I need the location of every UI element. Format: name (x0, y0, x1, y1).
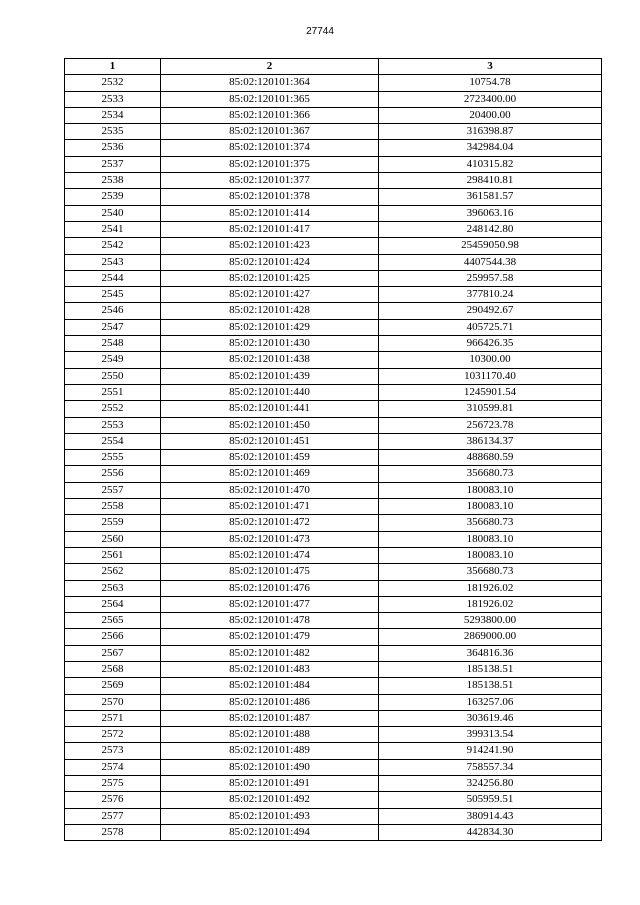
value-cell: 356680.73 (379, 466, 602, 482)
table-row (65, 678, 602, 694)
cadastral-number-cell: 85:02:120101:365 (161, 91, 379, 107)
cadastral-number-cell: 85:02:120101:425 (161, 270, 379, 286)
table-row (65, 75, 602, 91)
row-number-cell: 2547 (65, 319, 161, 335)
cadastral-number-cell: 85:02:120101:441 (161, 401, 379, 417)
cadastral-number-cell: 85:02:120101:483 (161, 661, 379, 677)
table-row (65, 531, 602, 547)
row-number-cell: 2552 (65, 401, 161, 417)
row-number-cell: 2542 (65, 238, 161, 254)
table-row (65, 596, 602, 612)
cadastral-number-cell: 85:02:120101:438 (161, 352, 379, 368)
table-row (65, 384, 602, 400)
cadastral-number-cell: 85:02:120101:479 (161, 629, 379, 645)
row-number-cell: 2555 (65, 450, 161, 466)
table-row (65, 661, 602, 677)
row-number-cell: 2566 (65, 629, 161, 645)
header-row (65, 59, 602, 75)
table-row (65, 189, 602, 205)
value-cell: 185138.51 (379, 661, 602, 677)
cadastral-number-cell: 85:02:120101:375 (161, 156, 379, 172)
cadastral-number-cell: 85:02:120101:478 (161, 613, 379, 629)
row-number-cell: 2560 (65, 531, 161, 547)
row-number-cell: 2563 (65, 580, 161, 596)
table-row (65, 694, 602, 710)
row-number-cell: 2536 (65, 140, 161, 156)
table-row (65, 124, 602, 140)
row-number-cell: 2535 (65, 124, 161, 140)
row-number-cell: 2571 (65, 710, 161, 726)
row-number-cell: 2551 (65, 384, 161, 400)
table-row (65, 743, 602, 759)
table-row (65, 580, 602, 596)
cadastral-number-cell: 85:02:120101:469 (161, 466, 379, 482)
cadastral-number-cell: 85:02:120101:423 (161, 238, 379, 254)
header-col-2: 2 (161, 59, 379, 75)
value-cell: 5293800.00 (379, 613, 602, 629)
row-number-cell: 2562 (65, 564, 161, 580)
cadastral-number-cell: 85:02:120101:472 (161, 515, 379, 531)
value-cell: 405725.71 (379, 319, 602, 335)
value-cell: 185138.51 (379, 678, 602, 694)
table-row (65, 792, 602, 808)
row-number-cell: 2538 (65, 173, 161, 189)
value-cell: 181926.02 (379, 596, 602, 612)
cadastral-number-cell: 85:02:120101:414 (161, 205, 379, 221)
table-row (65, 808, 602, 824)
value-cell: 386134.37 (379, 433, 602, 449)
cadastral-number-cell: 85:02:120101:482 (161, 645, 379, 661)
value-cell: 2723400.00 (379, 91, 602, 107)
cadastral-number-cell: 85:02:120101:494 (161, 824, 379, 840)
value-cell: 399313.54 (379, 727, 602, 743)
row-number-cell: 2567 (65, 645, 161, 661)
value-cell: 4407544.38 (379, 254, 602, 270)
value-cell: 10300.00 (379, 352, 602, 368)
value-cell: 488680.59 (379, 450, 602, 466)
cadastral-number-cell: 85:02:120101:427 (161, 287, 379, 303)
cadastral-number-cell: 85:02:120101:476 (161, 580, 379, 596)
value-cell: 303619.46 (379, 710, 602, 726)
value-cell: 442834.30 (379, 824, 602, 840)
value-cell: 10754.78 (379, 75, 602, 91)
table-row (65, 319, 602, 335)
table-row (65, 287, 602, 303)
row-number-cell: 2564 (65, 596, 161, 612)
cadastral-number-cell: 85:02:120101:474 (161, 547, 379, 563)
table-row (65, 336, 602, 352)
cadastral-number-cell: 85:02:120101:477 (161, 596, 379, 612)
row-number-cell: 2553 (65, 417, 161, 433)
cadastral-number-cell: 85:02:120101:440 (161, 384, 379, 400)
cadastral-number-cell: 85:02:120101:366 (161, 107, 379, 123)
row-number-cell: 2533 (65, 91, 161, 107)
value-cell: 259957.58 (379, 270, 602, 286)
row-number-cell: 2561 (65, 547, 161, 563)
table-row (65, 433, 602, 449)
row-number-cell: 2534 (65, 107, 161, 123)
cadastral-number-cell: 85:02:120101:493 (161, 808, 379, 824)
value-cell: 180083.10 (379, 499, 602, 515)
table-body (65, 75, 602, 841)
value-cell: 1245901.54 (379, 384, 602, 400)
table-row (65, 727, 602, 743)
table-row (65, 303, 602, 319)
cadastral-number-cell: 85:02:120101:417 (161, 221, 379, 237)
table-row (65, 710, 602, 726)
value-cell: 396063.16 (379, 205, 602, 221)
table-row (65, 156, 602, 172)
cadastral-number-cell: 85:02:120101:487 (161, 710, 379, 726)
cadastral-number-cell: 85:02:120101:429 (161, 319, 379, 335)
table-row (65, 564, 602, 580)
row-number-cell: 2574 (65, 759, 161, 775)
table-row (65, 417, 602, 433)
cadastral-number-cell: 85:02:120101:428 (161, 303, 379, 319)
cadastral-number-cell: 85:02:120101:439 (161, 368, 379, 384)
row-number-cell: 2546 (65, 303, 161, 319)
value-cell: 290492.67 (379, 303, 602, 319)
row-number-cell: 2537 (65, 156, 161, 172)
cadastral-number-cell: 85:02:120101:475 (161, 564, 379, 580)
cadastral-number-cell: 85:02:120101:491 (161, 776, 379, 792)
cadastral-number-cell: 85:02:120101:424 (161, 254, 379, 270)
row-number-cell: 2576 (65, 792, 161, 808)
row-number-cell: 2578 (65, 824, 161, 840)
value-cell: 20400.00 (379, 107, 602, 123)
row-number-cell: 2572 (65, 727, 161, 743)
cadastral-number-cell: 85:02:120101:459 (161, 450, 379, 466)
table-row (65, 140, 602, 156)
value-cell: 966426.35 (379, 336, 602, 352)
header-col-3: 3 (379, 59, 602, 75)
value-cell: 25459050.98 (379, 238, 602, 254)
value-cell: 364816.36 (379, 645, 602, 661)
table-row (65, 776, 602, 792)
table-row (65, 613, 602, 629)
value-cell: 248142.80 (379, 221, 602, 237)
row-number-cell: 2541 (65, 221, 161, 237)
row-number-cell: 2548 (65, 336, 161, 352)
value-cell: 361581.57 (379, 189, 602, 205)
cadastral-number-cell: 85:02:120101:470 (161, 482, 379, 498)
table-row (65, 759, 602, 775)
row-number-cell: 2556 (65, 466, 161, 482)
table-row (65, 352, 602, 368)
table-row (65, 482, 602, 498)
row-number-cell: 2539 (65, 189, 161, 205)
value-cell: 356680.73 (379, 515, 602, 531)
table-row (65, 173, 602, 189)
cadastral-number-cell: 85:02:120101:489 (161, 743, 379, 759)
table-row (65, 221, 602, 237)
row-number-cell: 2557 (65, 482, 161, 498)
page-number: 27744 (306, 26, 334, 37)
table-row (65, 645, 602, 661)
value-cell: 914241.90 (379, 743, 602, 759)
row-number-cell: 2568 (65, 661, 161, 677)
cadastral-number-cell: 85:02:120101:492 (161, 792, 379, 808)
table-row (65, 254, 602, 270)
table-header (65, 59, 602, 75)
value-cell: 2869000.00 (379, 629, 602, 645)
value-cell: 380914.43 (379, 808, 602, 824)
value-cell: 356680.73 (379, 564, 602, 580)
value-cell: 298410.81 (379, 173, 602, 189)
row-number-cell: 2569 (65, 678, 161, 694)
value-cell: 181926.02 (379, 580, 602, 596)
value-cell: 180083.10 (379, 482, 602, 498)
row-number-cell: 2540 (65, 205, 161, 221)
table-row (65, 238, 602, 254)
cadastral-number-cell: 85:02:120101:451 (161, 433, 379, 449)
row-number-cell: 2532 (65, 75, 161, 91)
cadastral-number-cell: 85:02:120101:367 (161, 124, 379, 140)
row-number-cell: 2575 (65, 776, 161, 792)
table-row (65, 547, 602, 563)
row-number-cell: 2565 (65, 613, 161, 629)
value-cell: 163257.06 (379, 694, 602, 710)
table-row (65, 629, 602, 645)
value-cell: 758557.34 (379, 759, 602, 775)
row-number-cell: 2545 (65, 287, 161, 303)
value-cell: 180083.10 (379, 531, 602, 547)
row-number-cell: 2544 (65, 270, 161, 286)
table-row (65, 270, 602, 286)
row-number-cell: 2573 (65, 743, 161, 759)
cadastral-number-cell: 85:02:120101:486 (161, 694, 379, 710)
cadastral-number-cell: 85:02:120101:430 (161, 336, 379, 352)
row-number-cell: 2558 (65, 499, 161, 515)
cadastral-number-cell: 85:02:120101:364 (161, 75, 379, 91)
row-number-cell: 2549 (65, 352, 161, 368)
cadastral-number-cell: 85:02:120101:377 (161, 173, 379, 189)
table-row (65, 824, 602, 840)
value-cell: 1031170.40 (379, 368, 602, 384)
value-cell: 410315.82 (379, 156, 602, 172)
table-row (65, 499, 602, 515)
row-number-cell: 2554 (65, 433, 161, 449)
row-number-cell: 2559 (65, 515, 161, 531)
cadastral-number-cell: 85:02:120101:471 (161, 499, 379, 515)
table-row (65, 368, 602, 384)
cadastral-number-cell: 85:02:120101:484 (161, 678, 379, 694)
row-number-cell: 2550 (65, 368, 161, 384)
value-cell: 256723.78 (379, 417, 602, 433)
value-cell: 505959.51 (379, 792, 602, 808)
cadastral-number-cell: 85:02:120101:378 (161, 189, 379, 205)
value-cell: 310599.81 (379, 401, 602, 417)
registry-table (64, 58, 602, 841)
value-cell: 324256.80 (379, 776, 602, 792)
cadastral-number-cell: 85:02:120101:490 (161, 759, 379, 775)
cadastral-number-cell: 85:02:120101:488 (161, 727, 379, 743)
header-col-1: 1 (65, 59, 161, 75)
cadastral-number-cell: 85:02:120101:473 (161, 531, 379, 547)
table-row (65, 107, 602, 123)
table-row (65, 466, 602, 482)
value-cell: 316398.87 (379, 124, 602, 140)
row-number-cell: 2577 (65, 808, 161, 824)
table-row (65, 401, 602, 417)
cadastral-number-cell: 85:02:120101:450 (161, 417, 379, 433)
value-cell: 377810.24 (379, 287, 602, 303)
value-cell: 342984.04 (379, 140, 602, 156)
value-cell: 180083.10 (379, 547, 602, 563)
table-row (65, 450, 602, 466)
table-row (65, 91, 602, 107)
table-row (65, 205, 602, 221)
row-number-cell: 2543 (65, 254, 161, 270)
row-number-cell: 2570 (65, 694, 161, 710)
table-row (65, 515, 602, 531)
cadastral-number-cell: 85:02:120101:374 (161, 140, 379, 156)
